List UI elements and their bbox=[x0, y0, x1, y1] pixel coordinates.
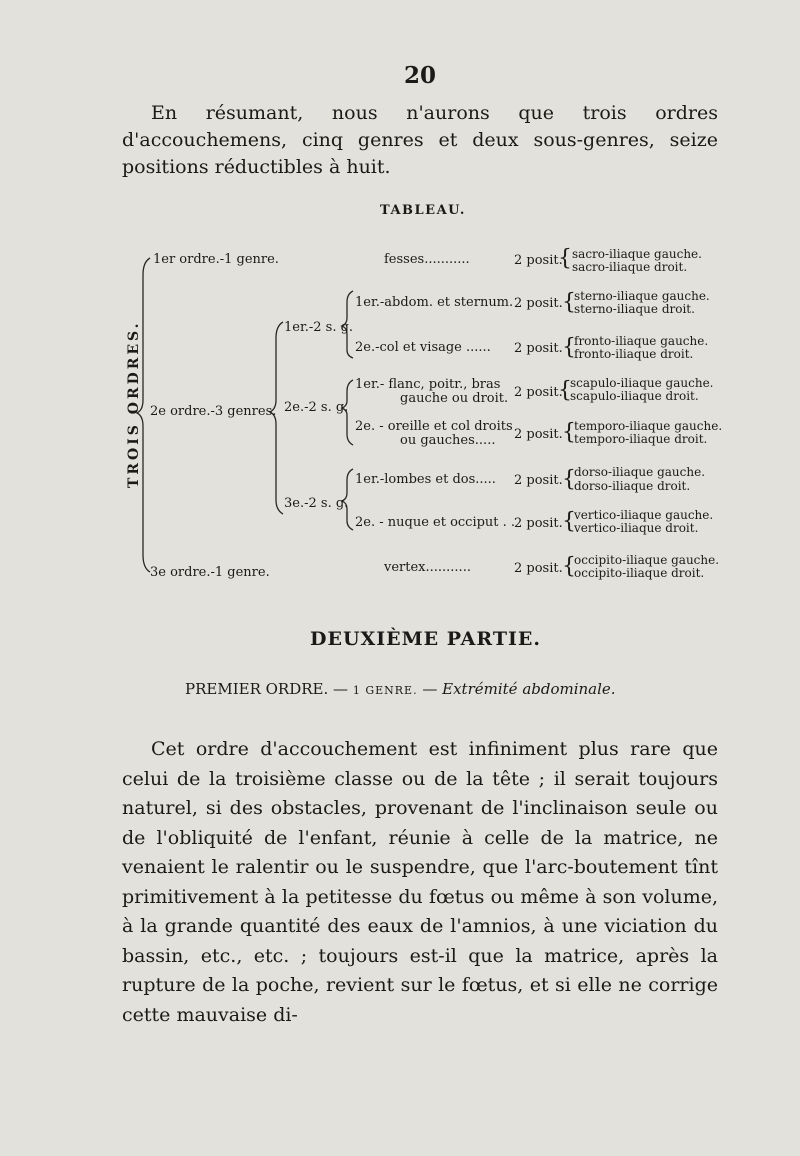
row-position-left: scapulo-iliaque gauche. bbox=[570, 376, 714, 390]
row-position-right: occipito-iliaque droit. bbox=[574, 566, 705, 580]
row-posit: 2 posit. bbox=[514, 427, 563, 442]
row-posit: 2 posit. bbox=[514, 516, 563, 531]
row-label: 1er.-abdom. et sternum. bbox=[355, 295, 514, 310]
row-position-right: vertico-iliaque droit. bbox=[574, 521, 699, 535]
book-page: 20 En résumant, nous n'aurons que trois ordres d'accouchemens, cinq genres et deux sous-genres, seize positions réductibles à huit. TABLEAU. TROIS ORDRES. 1er ordre.-1 genre. 2e ordre.-3 genres. 3e ordre.-1 genre. 1er.-2 s. g. 2e.-2 s. g. 3e.-2 s. g. fesses........... 2 posit. { sacro-iliaque gauche. sacro-iliaque droit. 1er.-abdom. et sternum. 2 posit. { sterno-iliaque gauche. sterno-iliaque droit. 2e.-col et visage ...... 2 posit. { fronto-iliaque gauche. fronto-iliaque droit. 1er.- flanc, poitr., bras gauche ou droit. 2 posit. { scapulo-iliaque gauche. scapulo-iliaque droit. 2e. - oreille et col droits ou gauches..... 2 posit. { temporo-iliaque gauche. temporo-iliaque droit. 1er.-lombes et dos..... 2 posit. { dorso-iliaque gauche. dorso-iliaque droit. 2e. - nuque et occiput . . 2 posit. { vertico-iliaque gauche. vertico-iliaque droit. vertex........... 2 posit. { occipito-iliaque gauche. occipito-iliaque droit. DEUXIÈME PARTIE. PREMIER ORDRE. — 1 GENRE. — Extrémité abdominale. Cet ordre d'accouchement est infiniment plus rare que celui de la troisième classe ou de la tête ; il serait toujours naturel, si des obstacles, provenant de l'inclinaison seule ou de l'obliquité de l'enfant, réunie à celle de la matrice, ne venaient le ralentir ou le suspendre, que l'arc-boutement tînt primitivement à la petitesse du fœtus ou même à son volume, à la grande quantité des eaux de l'amnios, à une viciation du bassin, etc., etc. ; toujours est-il que la matrice, après la rupture de la poche, revient sur le fœtus, et si elle ne corrige cette mauvaise di- bbox=[0, 0, 800, 1156]
row-label: 1er.-lombes et dos..... bbox=[355, 472, 496, 487]
row-position-left: fronto-iliaque gauche. bbox=[574, 334, 709, 348]
row-position-right: scapulo-iliaque droit. bbox=[570, 389, 699, 403]
row-position-right: fronto-iliaque droit. bbox=[574, 347, 694, 361]
row-position-left: sacro-iliaque gauche. bbox=[572, 247, 702, 261]
posit-brace: { bbox=[562, 467, 576, 492]
section-heading-order: PREMIER ORDRE. bbox=[185, 680, 329, 698]
row-posit: 2 posit. bbox=[514, 385, 563, 400]
table-title: TABLEAU. bbox=[380, 203, 466, 218]
row-position-right: sterno-iliaque droit. bbox=[574, 302, 695, 316]
body-paragraph bbox=[122, 735, 718, 1030]
order3-label: 3e ordre.-1 genre. bbox=[150, 565, 270, 580]
row-label: 1er.- flanc, poitr., bras bbox=[355, 377, 501, 392]
row-posit: 2 posit. bbox=[514, 253, 563, 268]
order2-label: 2e ordre.-3 genres. bbox=[150, 404, 277, 419]
row-posit: 2 posit. bbox=[514, 296, 563, 311]
row-position-left: sterno-iliaque gauche. bbox=[574, 289, 710, 303]
row-label: fesses........... bbox=[384, 252, 470, 267]
row-label: vertex........... bbox=[384, 560, 471, 575]
row-label-cont: gauche ou droit. bbox=[400, 391, 509, 406]
row-position-left: temporo-iliaque gauche. bbox=[574, 419, 723, 433]
subgenus1-label: 1er.-2 s. g. bbox=[284, 320, 354, 335]
posit-brace: { bbox=[562, 290, 576, 315]
row-position-left: occipito-iliaque gauche. bbox=[574, 553, 720, 567]
section-heading bbox=[185, 680, 616, 698]
posit-brace: { bbox=[562, 509, 576, 534]
intro-text: En résumant, nous n'aurons que trois ordres d'accouchemens, cinq genres et deux sous-genres, seize positions réductibles à huit. bbox=[122, 102, 718, 178]
row-posit: 2 posit. bbox=[514, 561, 563, 576]
row-posit: 2 posit. bbox=[514, 341, 563, 356]
section-heading-genre: 1 GENRE. bbox=[352, 684, 418, 697]
subgenus2-label: 2e.-2 s. g. bbox=[284, 400, 349, 415]
row-position-right: temporo-iliaque droit. bbox=[574, 432, 708, 446]
row-position-right: dorso-iliaque droit. bbox=[574, 479, 691, 493]
row-position-right: sacro-iliaque droit. bbox=[572, 260, 688, 274]
body-text: Cet ordre d'accouchement est infiniment plus rare que celui de la troisième classe ou de la tête ; il serait toujours naturel, si des obstacles, provenant de l'inclinaison seule ou de l'obliquité de l'enfant, réunie à celle de la matrice, ne venaient le ralentir ou le suspendre, que l'arc-boutement tînt primitivement à la petitesse du fœtus ou même à son volume, à la grande quantité des eaux de l'amnios, à une viciation du bassin, etc., etc. ; toujours est-il que la matrice, après la rupture de la poche, revient sur le fœtus, et si elle ne corrige cette mauvaise di- bbox=[122, 738, 718, 1026]
posit-brace: { bbox=[562, 335, 576, 360]
posit-brace: { bbox=[558, 378, 572, 403]
posit-brace: { bbox=[562, 554, 576, 579]
section-heading-title: Extrémité abdominale. bbox=[442, 680, 616, 698]
row-label: 2e. - nuque et occiput . . bbox=[355, 515, 516, 530]
section-heading-dash: — bbox=[422, 680, 438, 698]
posit-brace: { bbox=[558, 246, 572, 271]
part-title: DEUXIÈME PARTIE. bbox=[310, 628, 541, 650]
section-heading-dash: — bbox=[333, 680, 349, 698]
order1-label: 1er ordre.-1 genre. bbox=[153, 252, 279, 267]
subgenus3-label: 3e.-2 s. g. bbox=[284, 496, 349, 511]
row-label-cont: ou gauches..... bbox=[400, 433, 496, 448]
row-posit: 2 posit. bbox=[514, 473, 563, 488]
row-label: 2e.-col et visage ...... bbox=[355, 340, 491, 355]
page-number: 20 bbox=[403, 62, 436, 89]
row-position-left: vertico-iliaque gauche. bbox=[574, 508, 714, 522]
row-position-left: dorso-iliaque gauche. bbox=[574, 465, 706, 479]
posit-brace: { bbox=[562, 420, 576, 445]
row-label: 2e. - oreille et col droits bbox=[355, 419, 513, 434]
